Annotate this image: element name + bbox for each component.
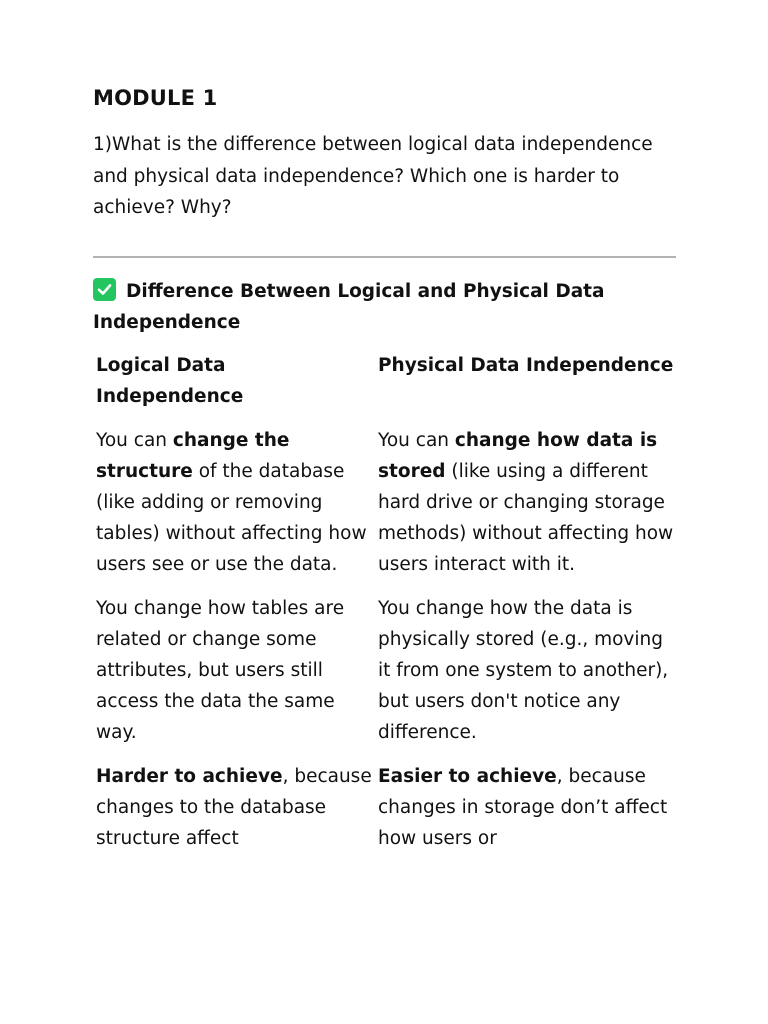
cell-logical xyxy=(93,761,375,867)
section-divider xyxy=(93,256,676,258)
cell-text: (like using a different hard drive or changing storage methods) without affecting how users interact with it. xyxy=(378,461,674,575)
cell-text: You can xyxy=(378,430,455,451)
cell-physical xyxy=(375,593,675,761)
cell-text: You change how tables are related or change some attributes, but users still access the data the same way. xyxy=(96,598,345,743)
check-mark-icon xyxy=(93,278,116,301)
header-logical: Logical Data Independence xyxy=(96,355,244,407)
comparison-table xyxy=(93,350,675,867)
cell-text: You can xyxy=(96,430,173,451)
cell-text: You change how the data is physically stored (e.g., moving it from one system to another), but users don't notice any difference. xyxy=(378,598,669,743)
cell-emphasis: Easier to achieve xyxy=(378,766,557,787)
cell-emphasis: change the structure xyxy=(96,430,290,482)
section-heading xyxy=(93,276,683,338)
cell-emphasis: Harder to achieve xyxy=(96,766,283,787)
header-physical: Physical Data Independence xyxy=(378,355,674,376)
cell-text: , because changes in storage don’t affect how users or xyxy=(378,766,668,849)
table-row xyxy=(93,761,675,867)
cell-logical xyxy=(93,593,375,761)
cell-text: of the database (like adding or removing tables) without affecting how users see or use the data. xyxy=(96,461,367,575)
table-row xyxy=(93,593,675,761)
table-header-row xyxy=(93,350,675,425)
cell-physical xyxy=(375,425,675,593)
cell-physical xyxy=(375,761,675,867)
table-row xyxy=(93,425,675,593)
section-heading-text: Difference Between Logical and Physical Data Independence xyxy=(93,281,605,333)
cell-text: , because changes to the database structure affect xyxy=(96,766,372,849)
cell-emphasis: change how data is stored xyxy=(378,430,658,482)
question-text: 1)What is the difference between logical data independence and physical data independence? Which one is harder to achieve? Why? xyxy=(93,134,653,218)
cell-logical xyxy=(93,425,375,593)
module-title: MODULE 1 xyxy=(93,86,218,110)
